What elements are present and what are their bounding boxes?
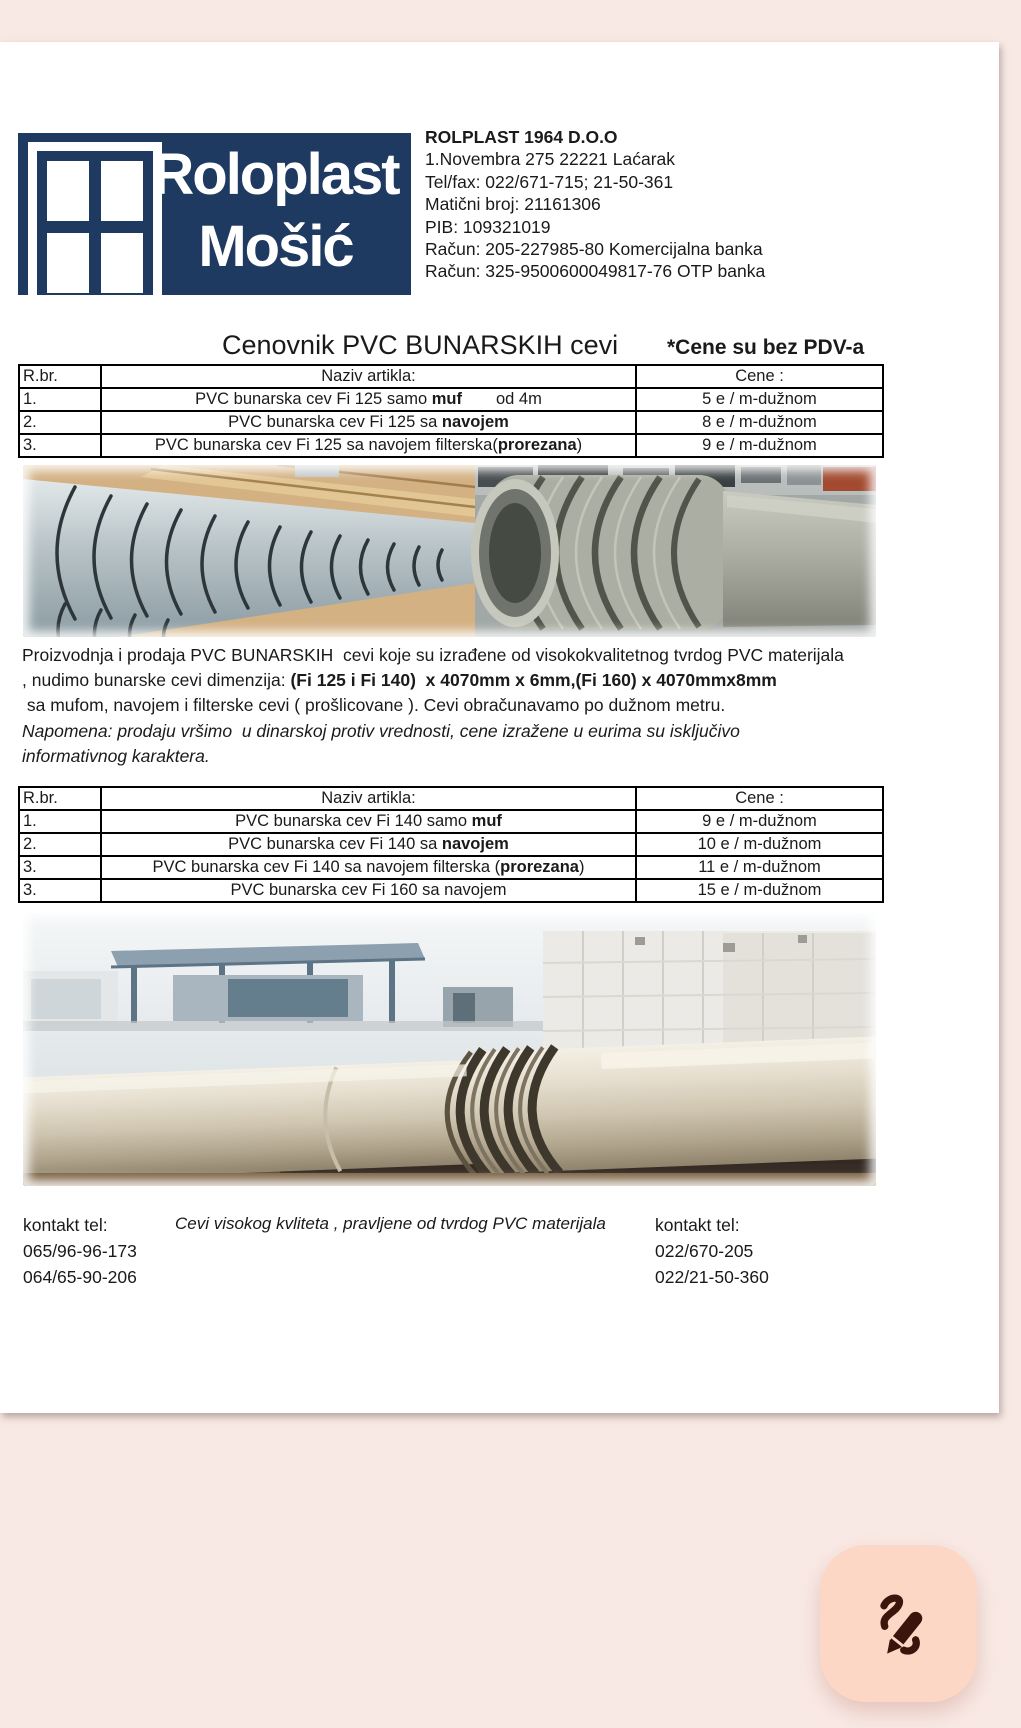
- company-name: ROLPLAST 1964 D.O.O: [425, 127, 618, 147]
- cell-price: 11 e / m-dužnom: [636, 856, 883, 879]
- intro-line2: [22, 668, 844, 693]
- pipes-photo-illustration: [23, 465, 876, 637]
- page-title: Cenovnik PVC BUNARSKIH cevi: [222, 330, 619, 360]
- edit-signature-button[interactable]: [820, 1545, 977, 1702]
- window-icon: [28, 142, 162, 312]
- table-header-row: [19, 365, 883, 388]
- naziv-bold: navojem: [441, 835, 509, 853]
- cell-rbr: 2.: [19, 833, 101, 856]
- company-address: 1.Novembra 275 22221 Laćarak: [425, 149, 676, 170]
- naziv-bold: prorezana: [497, 436, 577, 454]
- cell-price: 9 e / m-dužnom: [636, 434, 883, 457]
- document-page: [0, 42, 999, 1413]
- naziv-text: PVC bunarska cev Fi 140 sa: [228, 835, 442, 853]
- contact-right: [655, 1212, 769, 1290]
- company-info: [425, 126, 765, 283]
- cell-rbr: 3.: [19, 879, 101, 902]
- cell-price: 8 e / m-dužnom: [636, 411, 883, 434]
- contact-left-phone-2: 064/65-90-206: [23, 1267, 137, 1287]
- cell-price: 10 e / m-dužnom: [636, 833, 883, 856]
- window-pane: [47, 233, 89, 293]
- cell-naziv: [101, 879, 636, 902]
- cell-naziv: [101, 856, 636, 879]
- company-maticni: Matični broj: 21161306: [425, 194, 601, 215]
- cell-price: 5 e / m-dužnom: [636, 388, 883, 411]
- quality-note: Cevi visokog kvliteta , pravljene od tvrdog PVC materijala: [175, 1214, 606, 1233]
- naziv-post: ): [578, 858, 585, 876]
- intro-paragraph: [22, 643, 844, 769]
- cell-rbr: 2.: [19, 411, 101, 434]
- table-row: [19, 434, 883, 457]
- intro-line3: sa mufom, navojem i filterske cevi ( prošlicovane ). Cevi obračunavamo po dužnom metru.: [22, 695, 726, 716]
- vat-note: *Cene su bez PDV-a: [667, 336, 865, 359]
- naziv-text: PVC bunarska cev Fi 140 sa navojem filterska (: [152, 858, 501, 876]
- table-row: [19, 879, 883, 902]
- header-cene: Cene :: [636, 787, 883, 810]
- table-row: [19, 810, 883, 833]
- contact-left-phone-1: 065/96-96-173: [23, 1241, 137, 1261]
- company-racun-1: Račun: 205-227985-80 Komercijalna banka: [425, 239, 763, 260]
- naziv-text: PVC bunarska cev Fi 125 sa: [228, 413, 442, 431]
- naziv-text: PVC bunarska cev Fi 140 samo: [235, 812, 472, 830]
- cell-rbr: 1.: [19, 810, 101, 833]
- intro-line2-bold: (Fi 125 i Fi 140) x 4070mm x 6mm,(Fi 160) x 4070mmx8mm: [290, 670, 777, 691]
- window-pane: [47, 161, 89, 221]
- table-row: [19, 411, 883, 434]
- header-cene: Cene :: [636, 365, 883, 388]
- intro-note1: Napomena: prodaju vršimo u dinarskoj protiv vrednosti, cene izražene u eurima su isključivo: [22, 720, 740, 741]
- intro-note2: informativnog karaktera.: [22, 745, 210, 766]
- naziv-bold: prorezana: [500, 858, 579, 876]
- cell-rbr: 1.: [19, 388, 101, 411]
- naziv-extra: od 4m: [496, 390, 542, 408]
- company-racun-2: Račun: 325-9500600049817-76 OTP banka: [425, 261, 766, 282]
- logo-text: [144, 137, 407, 281]
- header-naziv: Naziv artikla:: [101, 365, 636, 388]
- signature-pen-icon: [861, 1586, 937, 1662]
- naziv-text: PVC bunarska cev Fi 125 sa navojem filterska(: [154, 436, 498, 454]
- cell-naziv: [101, 810, 636, 833]
- logo-line1: Roloplast: [152, 142, 399, 207]
- company-pib: PIB: 109321019: [425, 216, 551, 237]
- naziv-bold: navojem: [441, 413, 509, 431]
- logo-line2: Mošić: [198, 214, 353, 279]
- header-naziv: Naziv artikla:: [101, 787, 636, 810]
- naziv-post: ): [576, 436, 583, 454]
- price-table-fi125: [18, 364, 884, 458]
- cell-rbr: 3.: [19, 434, 101, 457]
- company-telfax: Tel/fax: 022/671-715; 21-50-361: [425, 171, 674, 192]
- naziv-text: PVC bunarska cev Fi 160 sa navojem: [230, 881, 507, 899]
- photo-slotted-and-threaded-pipes: [23, 465, 876, 637]
- window-pane: [101, 161, 143, 221]
- contact-right-label: kontakt tel:: [655, 1215, 740, 1235]
- naziv-bold: muf: [431, 390, 462, 408]
- contact-left: [23, 1212, 137, 1290]
- header-rbr: R.br.: [19, 365, 101, 388]
- photo-pipe-on-planks: [23, 913, 876, 1186]
- contact-left-label: kontakt tel:: [23, 1215, 108, 1235]
- table-header-row: [19, 787, 883, 810]
- cell-naziv: [101, 833, 636, 856]
- intro-line1: Proizvodnja i prodaja PVC BUNARSKIH cevi koje su izrađene od visokokvalitetnog tvrdog PVC materijala: [22, 645, 844, 665]
- window-pane: [101, 233, 143, 293]
- company-logo: [18, 133, 411, 295]
- cell-price: 15 e / m-dužnom: [636, 879, 883, 902]
- naziv-bold: muf: [471, 812, 502, 830]
- price-table-fi140-fi160: [18, 786, 884, 903]
- naziv-text: PVC bunarska cev Fi 125 samo: [195, 390, 432, 408]
- cell-naziv: [101, 411, 636, 434]
- contact-right-phone-2: 022/21-50-360: [655, 1267, 769, 1287]
- pipe-photo-illustration: [23, 913, 876, 1186]
- cell-naziv: [101, 434, 636, 457]
- cell-rbr: 3.: [19, 856, 101, 879]
- cell-naziv: [101, 388, 636, 411]
- table-row: [19, 856, 883, 879]
- table-row: [19, 833, 883, 856]
- contact-right-phone-1: 022/670-205: [655, 1241, 754, 1261]
- cell-price: 9 e / m-dužnom: [636, 810, 883, 833]
- table-row: [19, 388, 883, 411]
- header-rbr: R.br.: [19, 787, 101, 810]
- intro-line2-text: , nudimo bunarske cevi dimenzija:: [22, 670, 291, 691]
